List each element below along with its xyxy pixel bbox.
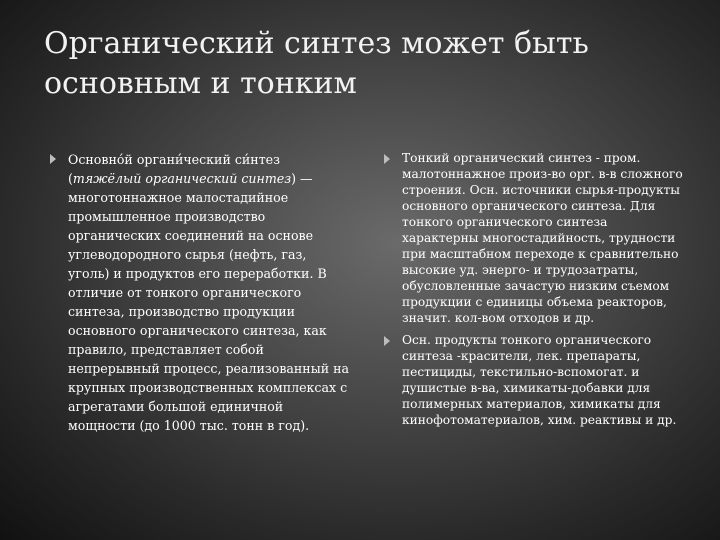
bullet-fine-synthesis bbox=[384, 150, 684, 326]
basic-synthesis-intro: Основно́й органи́ческий си́нтез ( bbox=[68, 152, 280, 186]
basic-synthesis-definition: ) — многотоннажное малостадийное промышленное производство органических соединений на основе углеводородного сырья (нефть, газ, уголь) и продуктов его переработки. В отличие от тонкого органического синтеза, производство продукции основного органического синтеза, как правило, представляет собой непрерывный процесс, реализованный на крупных производственных комплексах с агрегатами большой единичной мощности (до 1000 тыс. тонн в год). bbox=[68, 171, 350, 433]
fine-synthesis-text: Тонкий органический синтез - пром. малотоннажное произ-во орг. в-в сложного строения. Осн. источники сырья-продукты основного органического синтеза. Для тонкого органического синтеза характерны многостадийность, трудности при масштабном переходе к сравнительно высокие уд. энерго- и трудозатраты, обусловленные зачастую низким съемом продукции с единицы объема реакторов, значит. кол-вом отходов и др. bbox=[402, 151, 683, 325]
bullet-arrow-icon bbox=[50, 154, 56, 164]
bullet-arrow-icon bbox=[384, 154, 390, 164]
bullet-fine-products bbox=[384, 332, 684, 428]
right-column bbox=[384, 150, 684, 428]
fine-products-text: Осн. продукты тонкого органического синтеза -красители, лек. препараты, пестициды, текстильно-вспомогат. и душистые в-ва, химикаты-добавки для полимерных материалов, химикаты для кинофотоматериалов, хим. реактивы и др. bbox=[402, 333, 677, 427]
left-column bbox=[50, 150, 350, 435]
slide-title: Органический синтез может быть основным и тонким bbox=[44, 26, 589, 101]
bullet-arrow-icon bbox=[384, 336, 390, 346]
bullet-basic-synthesis bbox=[50, 150, 350, 435]
heavy-synthesis-term: тяжёлый органический синтез bbox=[72, 171, 292, 186]
